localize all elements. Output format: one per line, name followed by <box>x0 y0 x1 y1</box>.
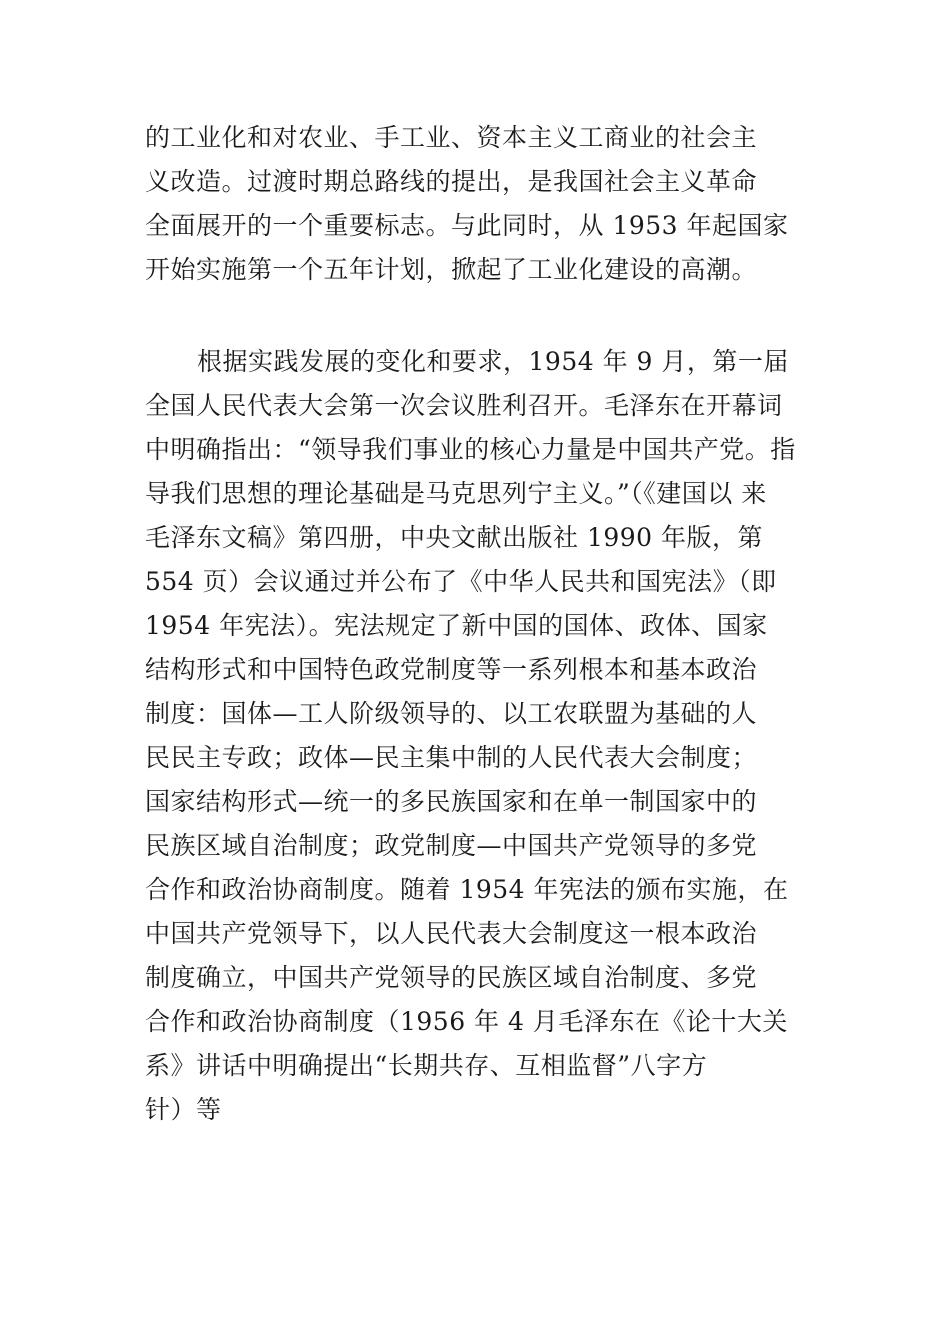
text-line: 合作和政治协商制度。随着 1954 年宪法的颁布实施，在 <box>145 875 789 904</box>
text-line: 中明确指出：“领导我们事业的核心力量是中国共产党。指 <box>145 435 796 464</box>
text-line: 民族区域自治制度；政党制度—中国共产党领导的多党 <box>145 831 758 860</box>
text-line: 全面展开的一个重要标志。与此同时，从 1953 年起国家 <box>145 211 789 240</box>
text-line: 制度：国体—工人阶级领导的、以工农联盟为基础的人 <box>145 699 758 728</box>
paragraph-2 <box>145 340 796 1132</box>
text-line: 民民主专政；政体—民主集中制的人民代表大会制度； <box>145 743 758 772</box>
paragraph-1 <box>145 116 789 292</box>
text-line: 合作和政治协商制度（1956 年 4 月毛泽东在《论十大关 <box>145 1007 788 1036</box>
text-line: 义改造。过渡时期总路线的提出，是我国社会主义革命 <box>145 167 758 196</box>
text-line: 系》讲话中明确提出“长期共存、互相监督”八字方 <box>145 1051 708 1080</box>
text-line: 中国共产党领导下，以人民代表大会制度这一根本政治 <box>145 919 758 948</box>
text-line: 制度确立，中国共产党领导的民族区域自治制度、多党 <box>145 963 758 992</box>
text-line: 根据实践发展的变化和要求，1954 年 9 月，第一届 <box>197 347 789 376</box>
text-line: 毛泽东文稿》第四册，中央文献出版社 1990 年版，第 <box>145 523 764 552</box>
text-line: 的工业化和对农业、手工业、资本主义工商业的社会主 <box>145 123 758 152</box>
text-line: 全国人民代表大会第一次会议胜利召开。毛泽东在开幕词 <box>145 391 783 420</box>
text-line: 554 页）会议通过并公布了《中华人民共和国宪法》（即 <box>145 567 777 596</box>
text-line: 开始实施第一个五年计划，掀起了工业化建设的高潮。 <box>145 255 758 284</box>
text-line: 结构形式和中国特色政党制度等一系列根本和基本政治 <box>145 655 758 684</box>
text-line: 导我们思想的理论基础是马克思列宁主义。”（《建国以 来 <box>145 479 767 508</box>
text-line: 针）等 <box>145 1095 222 1124</box>
text-line: 1954 年宪法）。宪法规定了新中国的国体、政体、国家 <box>145 611 768 640</box>
text-line: 国家结构形式—统一的多民族国家和在单一制国家中的 <box>145 787 758 816</box>
